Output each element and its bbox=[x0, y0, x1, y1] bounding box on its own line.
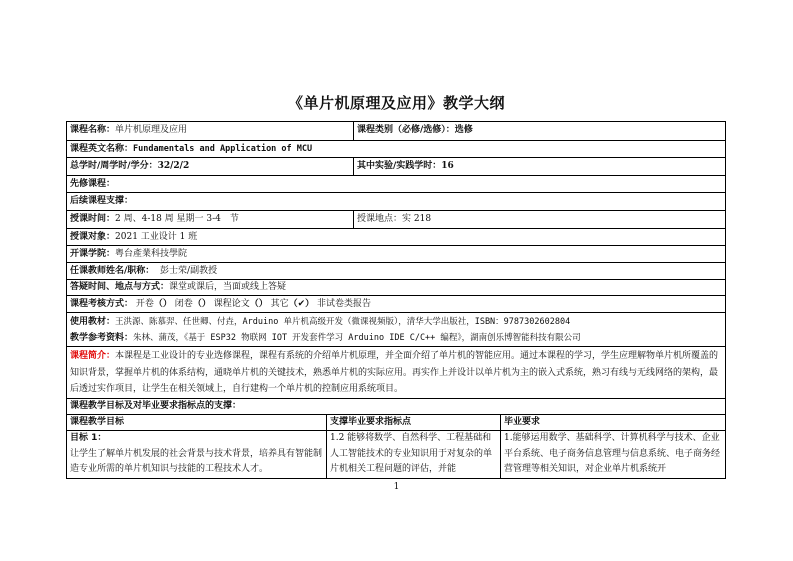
schedule-label: 授课时间： bbox=[70, 214, 116, 224]
row-objectives-header bbox=[67, 398, 725, 414]
row-intro bbox=[67, 346, 725, 398]
row-qa bbox=[67, 279, 725, 295]
course-name-cell bbox=[67, 122, 353, 140]
teacher-value: 彭士荣/副教授 bbox=[160, 266, 218, 276]
assessment-note: 非试卷类报告 bbox=[317, 299, 372, 309]
hours-label: 总学时/周学时/学分： bbox=[70, 161, 158, 171]
location-value: 实 218 bbox=[402, 214, 432, 224]
textbook-value: 王洪源、陈慕羿、任世卿、付垚，Arduino 单片机高级开发（微课视频版），清华大学出版社，ISBN：9787302602804 bbox=[115, 317, 571, 327]
location-cell bbox=[353, 211, 725, 228]
prerequisite-label: 先修课程： bbox=[70, 179, 116, 189]
row-course-name bbox=[67, 122, 725, 140]
schedule-cell bbox=[67, 211, 353, 228]
prerequisite-cell bbox=[67, 176, 725, 192]
goal-cell bbox=[67, 431, 326, 478]
intro-label: 课程简介： bbox=[70, 351, 116, 361]
row-materials bbox=[67, 312, 725, 346]
row-followup bbox=[67, 192, 725, 210]
english-name-cell bbox=[67, 141, 725, 157]
course-type-value: 选修 bbox=[454, 125, 473, 135]
assessment-cell bbox=[67, 296, 725, 312]
objectives-table-header bbox=[67, 414, 725, 430]
header-indicator: 支撑毕业要求指标点 bbox=[326, 415, 500, 430]
option-closed-book: 闭卷 bbox=[174, 299, 193, 309]
reference-label: 教学参考资料： bbox=[70, 333, 134, 343]
college-label: 开课学院： bbox=[70, 249, 116, 259]
row-hours bbox=[67, 157, 725, 175]
location-label: 授课地点： bbox=[357, 214, 403, 224]
reference-value: 朱林、蒲茂，《基于 ESP32 物联网 IOT 开发套件学习 Arduino IDE C/C++ 编程》，湖南创乐博智能科技有限公司 bbox=[133, 333, 581, 343]
textbook-label: 使用教材： bbox=[70, 317, 116, 327]
textbook-line bbox=[70, 314, 722, 330]
header-goal: 课程教学目标 bbox=[70, 417, 125, 427]
document-title: 《单片机原理及应用》教学大纲 bbox=[287, 94, 505, 112]
page-number: 1 bbox=[393, 482, 400, 492]
objectives-header-label: 课程教学目标及对毕业要求指标点的支撑： bbox=[70, 401, 242, 411]
lab-hours-label: 其中实验/实践学时： bbox=[357, 161, 442, 171]
assessment-label: 课程考核方式： bbox=[70, 299, 134, 309]
option-open-book: 开卷 bbox=[135, 299, 154, 309]
row-prerequisite bbox=[67, 175, 725, 192]
reference-line bbox=[70, 330, 722, 346]
goal-title: 目标 1： bbox=[70, 433, 107, 443]
row-college bbox=[67, 245, 725, 262]
followup-cell bbox=[67, 193, 725, 210]
option-paper-mark: （） bbox=[249, 299, 268, 309]
lab-hours-value: 16 bbox=[441, 161, 454, 171]
course-name-value: 单片机原理及应用 bbox=[115, 125, 188, 135]
qa-cell bbox=[67, 280, 725, 295]
indicator-cell: 1.2 能够将数学、自然科学、工程基础和人工智能技术的专业知识用于对复杂的单片机相关工程问题的评估，并能 bbox=[326, 431, 500, 478]
row-assessment bbox=[67, 295, 725, 312]
objectives-table-row bbox=[67, 430, 725, 478]
intro-cell bbox=[67, 347, 725, 398]
course-type-label: 课程类别（必修/选修）： bbox=[357, 125, 455, 135]
college-value: 粤台產業科技學院 bbox=[115, 249, 188, 259]
english-name-label: 课程英文名称： bbox=[70, 144, 134, 154]
option-other: 其它 bbox=[270, 299, 289, 309]
course-type-cell bbox=[353, 122, 725, 140]
teacher-label: 任课教师姓名/职称： bbox=[70, 266, 155, 276]
lab-hours-cell bbox=[353, 158, 725, 175]
checkmark-icon: （✔） bbox=[288, 299, 315, 309]
row-english-name bbox=[67, 140, 725, 157]
option-open-book-mark: （） bbox=[153, 299, 172, 309]
option-paper: 课程论文 bbox=[213, 299, 250, 309]
teacher-cell bbox=[67, 263, 725, 279]
audience-value: 2021 工业设计 1 班 bbox=[115, 232, 198, 242]
option-closed-book-mark: （） bbox=[192, 299, 211, 309]
course-name-label: 课程名称： bbox=[70, 125, 116, 135]
hours-value: 32/2/2 bbox=[157, 161, 190, 171]
intro-value: 本课程是工业设计的专业选修课程，课程有系统的介绍单片机原理，并全面介绍了单片机的智能应用。通过本课程的学习，学生应理解物单片机所覆盖的知识背景，掌握单片机的体系结构，通晓单片机的关键技术，熟悉单片机的实际应用。再实作上并设计以单片机为主的嵌入式系统，熟习有线与无线网络的架构，最后透过实作项目，让学生在相关领域上，自行建构一个单片机的控制应用系统项目。 bbox=[70, 351, 719, 394]
row-schedule bbox=[67, 210, 725, 228]
qa-label: 答疑时间、地点与方式： bbox=[70, 282, 170, 292]
header-requirement: 毕业要求 bbox=[500, 415, 725, 430]
row-audience bbox=[67, 228, 725, 245]
objectives-header-cell bbox=[67, 399, 725, 414]
schedule-value: 2 周、4-18 周 星期一 3-4 节 bbox=[115, 214, 239, 224]
materials-cell bbox=[67, 313, 725, 346]
requirement-cell: 1.能够运用数学、基础科学、计算机科学与技术、企业平台系统、电子商务信息管理与信息系统、电子商务经营管理等相关知识，对企业单片机系统开 bbox=[500, 431, 725, 478]
followup-label: 后续课程支撑： bbox=[70, 196, 134, 206]
qa-value: 课堂或课后，当面或线上答疑 bbox=[169, 282, 287, 292]
goal-text: 让学生了解单片机发展的社会背景与技术背景，培养具有智能制造专业所需的单片机知识与技能的工程技术人才。 bbox=[70, 448, 323, 474]
row-teacher bbox=[67, 262, 725, 279]
audience-cell bbox=[67, 229, 725, 245]
college-cell bbox=[67, 246, 725, 262]
syllabus-table bbox=[66, 121, 726, 479]
audience-label: 授课对象： bbox=[70, 232, 116, 242]
hours-cell bbox=[67, 158, 353, 175]
english-name-value: Fundamentals and Application of MCU bbox=[133, 144, 313, 154]
